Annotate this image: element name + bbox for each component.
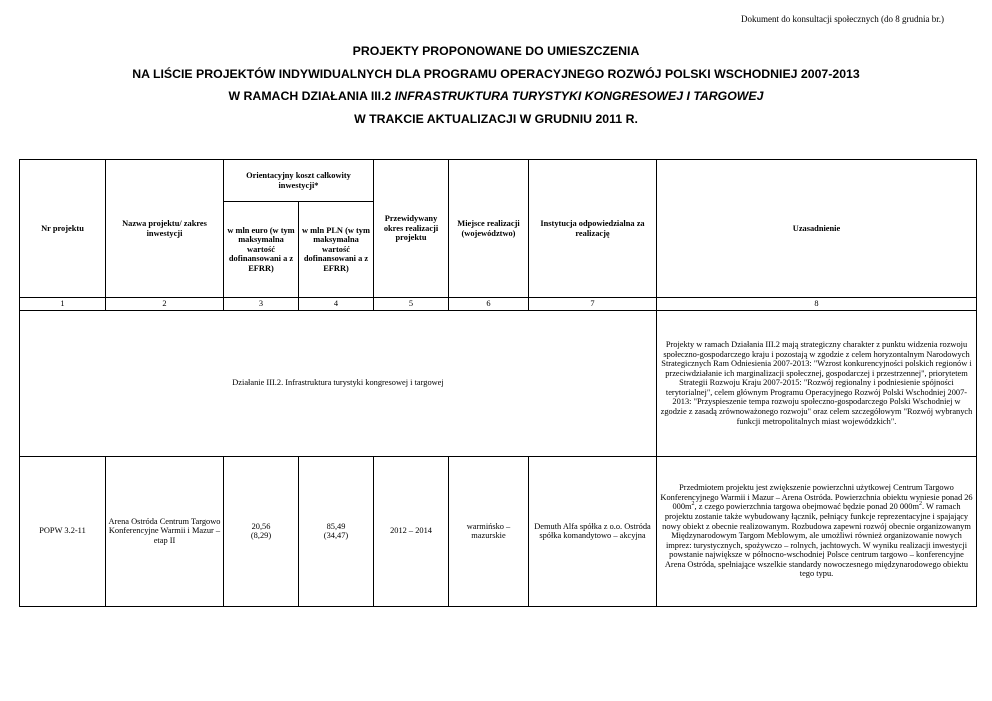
section-label: Działanie III.2. Infrastruktura turystyki kongresowej i targowej [20, 310, 657, 456]
section-row [20, 310, 977, 456]
column-number: 4 [299, 298, 374, 311]
project-institution: Demuth Alfa spółka z o.o. Ostróda spółka komandytowo – akcyjna [529, 456, 657, 606]
project-cost-eur [224, 456, 299, 606]
project-cost-pln [299, 456, 374, 606]
project-name: Arena Ostróda Centrum Targowo Konferencyjne Warmii i Mazur – etap II [106, 456, 224, 606]
table-row [20, 456, 977, 606]
column-number: 8 [657, 298, 977, 311]
column-numbers-row [20, 298, 977, 311]
justification-part-3: . W ramach projektu zostanie także wybudowany łącznik, pełniący funkcje reprezentacyjne i spajający nowy obiekt z obecnie realizowanym. Rozbudowa zapewni rozwój obecnie organizowanym Międzynarodowym Targom Meblowym, ale umożliwi również organizowanie nowych imprez: turystycznych, spożywczo – rolnych, jachtowych. W wyniku realizacji inwestycji powstanie największe w północno-wschodniej Polsce centrum targowo – konferencyjne Arena Ostróda, spełniające wszelkie standardy nowoczesnego międzynarodowego obiektu tego typu. [662, 502, 971, 579]
consultation-note: Dokument do konsultacji społecznych (do 8 grudnia br.) [741, 14, 944, 24]
superscript: 2 [691, 501, 695, 508]
column-number: 3 [224, 298, 299, 311]
title-line-3-italic: INFRASTRUKTURA TURYSTYKI KONGRESOWEJ I TARGOWEJ [394, 89, 764, 103]
cost-eur-total: 20,56 [251, 521, 271, 531]
header-institution: Instytucja odpowiedzialna za realizację [529, 160, 657, 298]
cost-pln-efrr: (34,47) [323, 531, 349, 541]
cost-pln-total: 85,49 [326, 521, 346, 531]
title-line-3-prefix: W RAMACH DZIAŁANIA III.2 [228, 89, 395, 103]
project-nr: POPW 3.2-11 [20, 456, 106, 606]
header-place: Miejsce realizacji (województwo) [449, 160, 529, 298]
title-line-2: NA LIŚCIE PROJEKTÓW INDYWIDUALNYCH DLA PROGRAMU OPERACYJNEGO ROZWÓJ POLSKI WSCHODNIEJ 2007-2013 [132, 66, 860, 81]
justification-part-2: , z czego powierzchnia targowa obejmować będzie ponad 20 000m [694, 502, 920, 512]
document-title [0, 44, 992, 134]
title-line-4: W TRAKCIE AKTUALIZACJI W GRUDNIU 2011 R. [354, 111, 638, 126]
header-name: Nazwa projektu/ zakres inwestycji [106, 160, 224, 298]
projects-table [19, 159, 977, 607]
project-place: warmińsko – mazurskie [449, 456, 529, 606]
title-line-3 [0, 89, 992, 112]
header-justification: Uzasadnienie [657, 160, 977, 298]
header-nr: Nr projektu [20, 160, 106, 298]
header-row-1 [20, 160, 977, 202]
header-cost-eur: w mln euro (w tym maksymalna wartość dofinansowani a z EFRR) [224, 202, 299, 298]
superscript: 2 [919, 501, 923, 508]
project-period: 2012 – 2014 [374, 456, 449, 606]
cost-eur-efrr: (8,29) [250, 531, 272, 541]
column-number: 6 [449, 298, 529, 311]
title-line-1: PROJEKTY PROPONOWANE DO UMIESZCZENIA [352, 44, 640, 58]
header-cost-pln: w mln PLN (w tym maksymalna wartość dofinansowani a z EFRR) [299, 202, 374, 298]
section-justification: Projekty w ramach Działania III.2 mają strategiczny charakter z punktu widzenia rozwoju społeczno-gospodarczego kraju i pozostają w zgodzie z celem horyzontalnym Narodowych Strategicznych Ram Odniesienia 2007-2013: "Wzrost konkurencyjności polskich regionów i przeciwdziałanie ich marginalizacji społecznej, gospodarczej i przestrzennej", priorytetem Strategii Rozwoju Kraju 2007-2015: "Rozwój regionalny i podniesienie spójności terytorialnej", celem głównym Programu Operacyjnego Rozwój Polski Wschodniej 2007-2013: "Przyspieszenie tempa rozwoju społeczno-gospodarczego Polski Wschodniej w zgodzie z zasadą zrównoważonego rozwoju" oraz celem szczegółowym "Rozwój wybranych funkcji metropolitalnych miast wojewódzkich". [657, 310, 977, 456]
header-cost-group: Orientacyjny koszt całkowity inwestycji* [224, 160, 374, 202]
column-number: 7 [529, 298, 657, 311]
column-number: 5 [374, 298, 449, 311]
project-justification [657, 456, 977, 606]
column-number: 2 [106, 298, 224, 311]
justification-part-1: Przedmiotem projektu jest zwiększenie powierzchni użytkowej Centrum Targowo Konferencyjnego Warmii i Mazur – Arena Ostróda. Powierzchnia obiektu wyniesie ponad 26 000m [660, 483, 973, 512]
column-number: 1 [20, 298, 106, 311]
header-period: Przewidywany okres realizacji projektu [374, 160, 449, 298]
